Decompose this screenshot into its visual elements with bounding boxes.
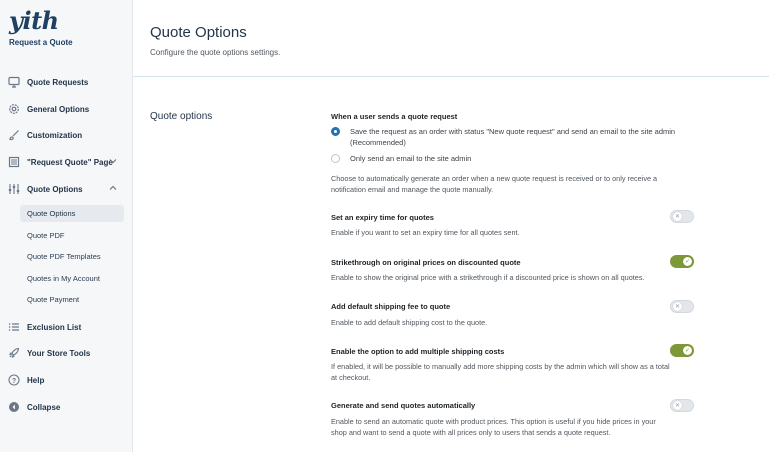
sidebar-item-collapse[interactable] [8,398,126,416]
option-desc-strikethrough: Enable to show the original price with a strikethrough if a discounted price is shown on all quotes. [331,273,645,282]
sidebar-item-label: "Request Quote" Page [27,157,113,167]
sidebar-item-exclusion-list[interactable] [8,318,126,336]
strikethrough-toggle[interactable] [670,255,694,268]
sub-item-quote-payment[interactable]: Quote Payment [27,295,80,304]
yith-logo[interactable]: yith [9,6,59,35]
monitor-icon [8,76,20,88]
sidebar-item-quote-options[interactable] [8,180,126,198]
check-icon: ✓ [684,259,691,265]
sub-item-quote-options[interactable]: Quote Options [20,205,124,222]
page-header [133,0,769,77]
sidebar-item-label: Quote Options [27,184,83,194]
close-icon: ✕ [674,304,681,310]
sidebar-item-label: Customization [27,130,83,140]
close-icon: ✕ [674,214,681,220]
option-label-when-sends: When a user sends a quote request [331,112,458,121]
sub-item-quote-pdf[interactable]: Quote PDF [27,231,65,240]
option-desc-auto-quotes: Enable to send an automatic quote with product prices. This option is useful if you hide prices in your shop and want to send a quote with all prices only to users that sends a quote request. [331,417,656,437]
radio-option-save-order[interactable] [331,126,681,148]
multi-shipping-toggle[interactable] [670,344,694,357]
sub-item-quote-pdf-templates[interactable]: Quote PDF Templates [27,252,101,261]
settings-panel [133,78,769,452]
sidebar-item-label: Collapse [27,402,61,412]
option-desc-multi-shipping: If enabled, it will be possible to manually add more shipping costs by the admin which will show as a total at checkout. [331,362,670,382]
help-icon [8,374,20,386]
sliders-icon [8,183,20,195]
option-label-multi-shipping: Enable the option to add multiple shipping costs [331,347,505,356]
sidebar [0,0,133,452]
sidebar-item-your-store-tools[interactable] [8,344,126,362]
option-label-expiry: Set an expiry time for quotes [331,213,434,222]
sidebar-item-label: Exclusion List [27,322,82,332]
radio-button[interactable] [331,154,340,163]
chevron-up-icon [108,183,118,195]
radio-label: Save the request as an order with status "New quote request" and send an email to the site admin (Recommended) [350,127,676,147]
sidebar-item-quote-requests[interactable] [8,73,126,91]
section-title: Quote options [150,111,213,122]
sub-item-quotes-in-my-account[interactable]: Quotes in My Account [27,274,100,283]
svg-text:?: ? [11,377,17,385]
expiry-toggle[interactable] [670,210,694,223]
option-label-shipping-fee: Add default shipping fee to quote [331,302,451,311]
sidebar-item-request-quote-page[interactable] [8,153,126,171]
brush-icon [8,129,20,141]
sidebar-item-label: Your Store Tools [27,348,91,358]
page-title: Quote Options [150,24,247,41]
option-label-auto-quotes: Generate and send quotes automatically [331,401,476,410]
sidebar-item-label: Quote Requests [27,77,89,87]
radio-option-only-email[interactable] [331,153,681,164]
option-desc-shipping-fee: Enable to add default shipping cost to the quote. [331,318,488,327]
collapse-icon [8,401,20,413]
option-label-strikethrough: Strikethrough on original prices on discounted quote [331,258,521,267]
chevron-down-icon [108,156,118,168]
radio-button-checked[interactable] [331,127,340,136]
close-icon: ✕ [674,403,681,409]
check-icon: ✓ [684,348,691,354]
page-subtitle: Configure the quote options settings. [150,48,281,57]
rocket-icon [8,347,20,359]
sidebar-item-customization[interactable] [8,126,126,144]
plugin-name: Request a Quote [9,38,73,47]
sidebar-item-help[interactable] [8,371,126,389]
option-desc-when-sends: Choose to automatically generate an order when a new quote request is received or to only receive a notification email and manage the quote manually. [331,174,658,194]
sidebar-item-label: Help [27,375,45,385]
option-desc-expiry: Enable if you want to set an expiry time for all quotes sent. [331,228,520,237]
gear-icon [8,103,20,115]
sidebar-item-general-options[interactable] [8,100,126,118]
shipping-fee-toggle[interactable] [670,300,694,313]
auto-quotes-toggle[interactable] [670,399,694,412]
radio-label: Only send an email to the site admin [350,154,472,163]
list-icon [8,321,20,333]
page-icon [8,156,20,168]
sidebar-item-label: General Options [27,104,90,114]
